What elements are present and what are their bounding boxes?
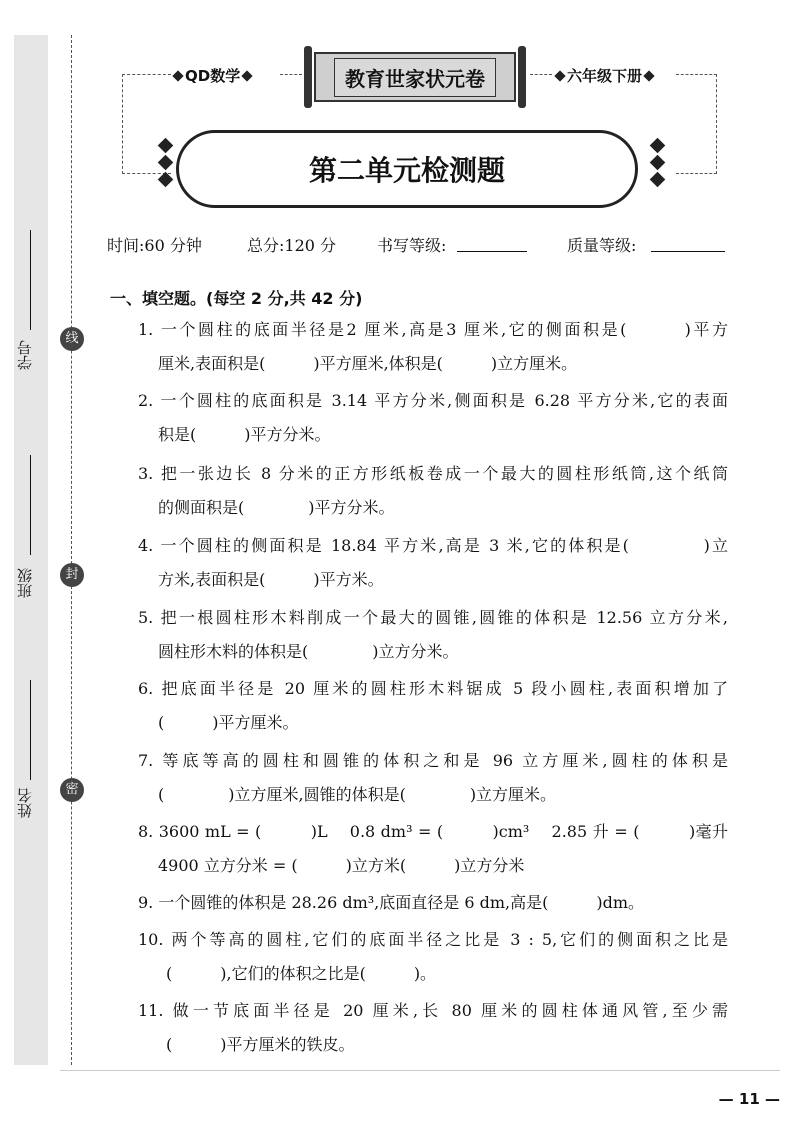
diamond-icon [172,70,183,81]
question-6-line-1: 6. 把底面半径是 20 厘米的圆柱形木料锯成 5 段小圆柱,表面积增加了 [138,679,728,698]
page-number: — 11 — [718,1090,780,1108]
seal-mi: 密 [60,778,84,802]
cut-line [71,35,72,1065]
left-connector [280,74,302,75]
question-1-line-1: 1. 一个圆柱的底面半径是2 厘米,高是3 厘米,它的侧面积是( )平方 [138,320,728,339]
left-diamonds [160,140,171,185]
right-connector [530,74,552,75]
question-3-line-1: 3. 把一张边长 8 分米的正方形纸板卷成一个最大的圆柱形纸筒,这个纸筒 [138,464,728,483]
class-line [30,455,31,555]
question-11-line-1: 11. 做一节底面半径是 20 厘米,长 80 厘米的圆柱体通风管,至少需 [138,1001,728,1020]
name-label: 姓名 [16,788,34,818]
question-11-line-2: ( )平方厘米的铁皮。 [166,1035,355,1054]
question-1-line-2: 厘米,表面积是( )平方厘米,体积是( )立方厘米。 [158,354,578,373]
question-9-line-1: 9. 一个圆锥的体积是 28.26 dm³,底面直径是 6 dm,高是( )dm。 [138,893,644,912]
bottom-rule [60,1070,780,1071]
question-10-line-2: ( ),它们的体积之比是( )。 [166,964,437,983]
question-8-line-1: 8. 3600 mL = ( )L 0.8 dm³ = ( )cm³ 2.85 升 = ( )毫升 [138,822,728,841]
scroll-rod-right [518,46,526,108]
total-info: 总分:120 分 [247,236,337,255]
question-2-line-1: 2. 一个圆柱的底面积是 3.14 平方分米,侧面积是 6.28 平方分米,它的表面 [138,391,728,410]
student-id-line [30,230,31,330]
question-3-line-2: 的侧面积是( )平方分米。 [158,498,395,517]
page-title: 第二单元检测题 [176,130,638,208]
question-2-line-2: 积是( )平方分米。 [158,425,331,444]
name-line [30,680,31,780]
writing-grade-label: 书写等级: [377,236,447,255]
question-7-line-1: 7. 等底等高的圆柱和圆锥的体积之和是 96 立方厘米,圆柱的体积是 [138,751,728,770]
student-id-label: 学号 [16,340,34,370]
section-heading: 一、填空题。(每空 2 分,共 42 分) [110,289,363,308]
class-label: 班级 [16,568,34,598]
seal-xian: 线 [60,327,84,351]
question-7-line-2: ( )立方厘米,圆锥的体积是( )立方厘米。 [158,785,557,804]
grade-text: 六年级下册 [567,67,643,85]
diamond-icon [554,70,565,81]
time-info: 时间:60 分钟 [107,236,202,255]
binding-strip [14,35,48,1065]
subject-text: QD数学 [185,67,241,85]
diamond-icon [643,70,654,81]
diamond-icon [242,70,253,81]
question-10-line-1: 10. 两个等高的圆柱,它们的底面半径之比是 3 : 5,它们的侧面积之比是 [138,930,728,949]
seal-feng: 封 [60,563,84,587]
grade-tag [556,65,653,86]
quality-grade-blank[interactable] [651,233,725,252]
quality-grade-label: 质量等级: [567,236,637,255]
question-5-line-2: 圆柱形木料的体积是( )立方分米。 [158,642,459,661]
scroll-body [314,52,516,102]
exam-info [107,233,727,256]
question-8-line-2: 4900 立方分米 = ( )立方米( )立方分米 [158,856,525,875]
question-6-line-2: ( )平方厘米。 [158,713,299,732]
writing-grade-blank[interactable] [457,233,527,252]
subject-tag [174,65,251,86]
brand-scroll [304,46,526,108]
right-bracket [676,74,717,174]
question-4-line-2: 方米,表面积是( )平方米。 [158,570,384,589]
right-diamonds [652,140,663,185]
scroll-rod-left [304,46,312,108]
question-4-line-1: 4. 一个圆柱的侧面积是 18.84 平方米,高是 3 米,它的体积是( )立 [138,536,728,555]
question-5-line-1: 5. 把一根圆柱形木料削成一个最大的圆锥,圆锥的体积是 12.56 立方分米, [138,608,728,627]
brand-title: 教育世家状元卷 [334,58,496,97]
